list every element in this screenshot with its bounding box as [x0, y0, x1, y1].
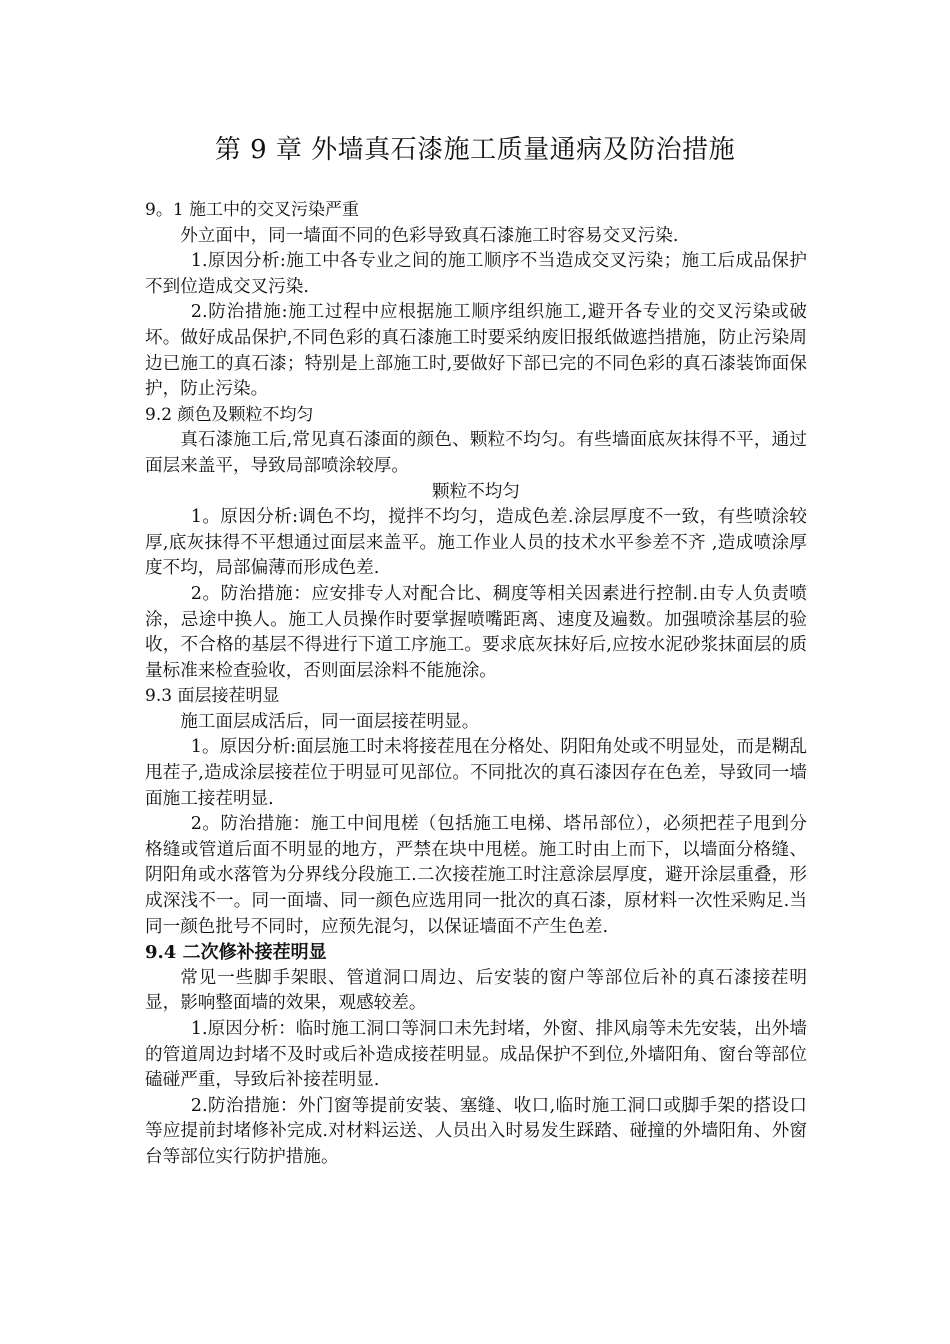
section-heading: 9.2 颜色及颗粒不均匀 — [145, 404, 314, 425]
body-paragraph: 常见一些脚手架眼、管道洞口周边、后安装的窗户等部位后补的真石漆接茬明显，影响整面墙的效果，观感较差。 — [145, 967, 807, 1014]
document-body — [145, 198, 807, 1171]
list-item: 2。防治措施：应安排专人对配合比、稠度等相关因素进行控制.由专人负责喷涂，忌途中换人。施工人员操作时要掌握喷嘴距离、速度及遍数。加强喷涂基层的验收，不合格的基层不得进行下道工序施工。要求底灰抹好后,应按水泥砂浆抹面层的质量标准来检查验收，否则面层涂料不能施涂。 — [145, 583, 807, 681]
list-item: 2.防治措施：外门窗等提前安装、塞缝、收口,临时施工洞口或脚手架的搭设口等应提前封堵修补完成.对材料运送、人员出入时易发生踩踏、碰撞的外墙阳角、外窗台等部位实行防护措施。 — [145, 1095, 807, 1167]
page-title: 第 9 章 外墙真石漆施工质量通病及防治措施 — [214, 135, 736, 165]
body-paragraph: 施工面层成活后，同一面层接茬明显。 — [180, 711, 480, 732]
list-item: 1.原因分析：临时施工洞口等洞口未先封堵，外窗、排风扇等未先安装，出外墙的管道周边封堵不及时或后补造成接茬明显。成品保护不到位,外墙阳角、窗台等部位磕碰严重，导致后补接茬明显. — [145, 1019, 807, 1091]
list-item: 1。原因分析:调色不均，搅拌不均匀，造成色差.涂层厚度不一致，有些喷涂较厚,底灰抹得不平想通过面层来盖平。施工作业人员的技术水平参差不齐 ,造成喷涂厚度不均，局部偏薄而形成色差. — [145, 507, 807, 579]
body-paragraph: 真石漆施工后,常见真石漆面的颜色、颗粒不均匀。有些墙面底灰抹得不平，通过面层来盖平，导致局部喷涂较厚。 — [145, 430, 807, 476]
list-item: 2.防治措施:施工过程中应根据施工顺序组织施工,避开各专业的交叉污染或破坏。做好成品保护,不同色彩的真石漆施工时要采纳废旧报纸做遮挡措施，防止污染周边已施工的真石漆；特别是上部施工时,要做好下部已完的不同色彩的真石漆装饰面保护，防止污染。 — [145, 302, 807, 400]
list-item: 1.原因分析:施工中各专业之间的施工顺序不当造成交叉污染；施工后成品保护不到位造成交叉污染. — [145, 251, 807, 297]
section-heading: 9.3 面层接茬明显 — [145, 686, 280, 707]
body-paragraph: 外立面中，同一墙面不同的色彩导致真石漆施工时容易交叉污染. — [180, 225, 679, 246]
list-item: 1。原因分析:面层施工时未将接茬甩在分格处、阴阳角处或不明显处，而是糊乱甩茬子,造成涂层接茬位于明显可见部位。不同批次的真石漆因存在色差，导致同一墙面施工接茬明显. — [145, 737, 807, 809]
section-heading: 9.4 二次修补接茬明显 — [145, 942, 327, 964]
list-item: 2。防治措施：施工中间甩槎（包括施工电梯、塔吊部位），必须把茬子甩到分格缝或管道后面不明显的地方，严禁在块中甩槎。施工时由上而下，以墙面分格缝、阴阳角或水落管为分界线分段施工.二次接茬施工时注意涂层厚度，避开涂层重叠，形成深浅不一。同一面墙、同一颜色应选用同一批次的真石漆，原材料一次性采购足.当同一颜色批号不同时，应预先混匀，以保证墙面不产生色差. — [145, 814, 807, 937]
figure-caption: 颗粒不均匀 — [432, 481, 520, 502]
section-heading: 9。1 施工中的交叉污染严重 — [145, 200, 360, 220]
